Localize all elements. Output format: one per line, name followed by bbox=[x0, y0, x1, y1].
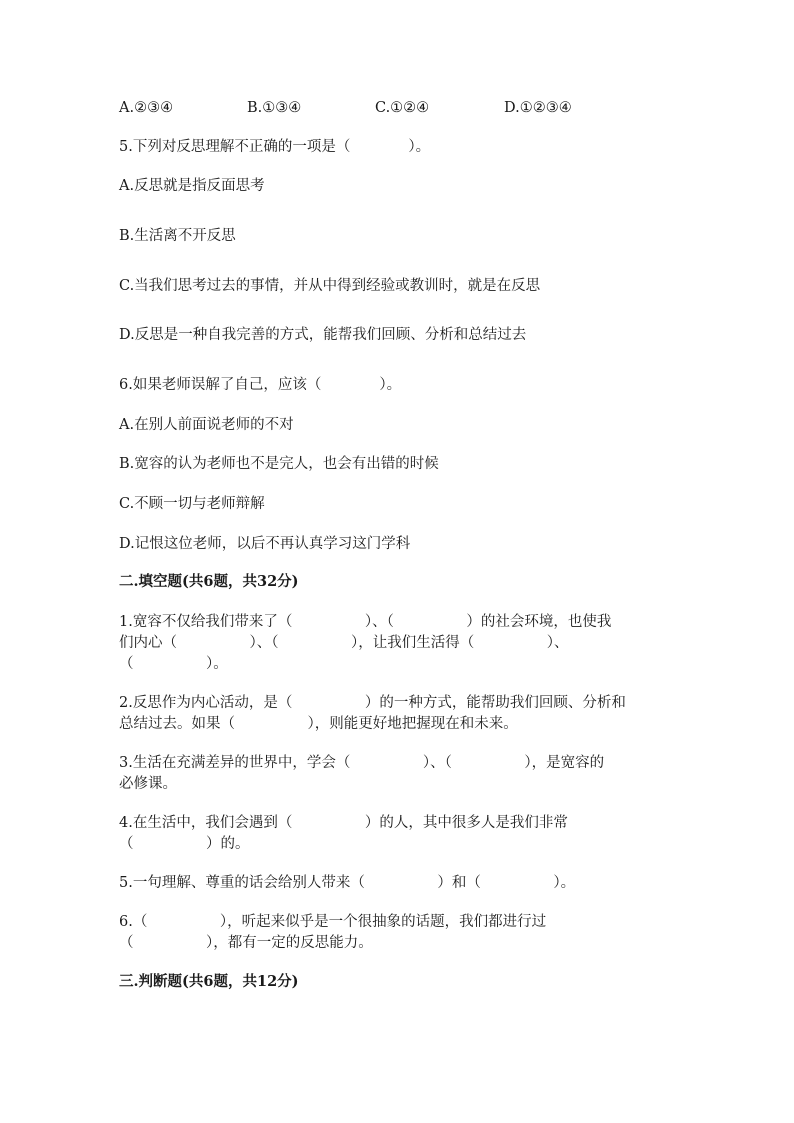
fill-q6-line2: （ ），都有一定的反思能力。 bbox=[119, 935, 373, 951]
q6-option-a: A.在别人前面说老师的不对 bbox=[119, 417, 294, 433]
fill-q1-line1: 1.宽容不仅给我们带来了（ ）、（ ）的社会环境，也使我 bbox=[119, 614, 612, 630]
q6-option-d: D.记恨这位老师，以后不再认真学习这门学科 bbox=[119, 536, 411, 552]
fill-q5-line1: 5.一句理解、尊重的话会给别人带来（ ）和（ ）。 bbox=[119, 875, 576, 891]
section2-title: 二.填空题(共6题，共32分) bbox=[119, 573, 299, 590]
fill-q1-line2: 们内心（ ）、（ ），让我们生活得（ ）、 bbox=[119, 635, 569, 651]
q5-option-b: B.生活离不开反思 bbox=[119, 228, 236, 244]
fill-q3-line1: 3.生活在充满差异的世界中，学会（ ）、（ ），是宽容的 bbox=[119, 755, 605, 771]
q6-option-c: C.不顾一切与老师辩解 bbox=[119, 496, 265, 512]
q6-stem: 6.如果老师误解了自己，应该（ ）。 bbox=[119, 377, 402, 393]
section3-title: 三.判断题(共6题，共12分) bbox=[119, 973, 299, 990]
fill-q2-line2: 总结过去。如果（ ），则能更好地把握现在和未来。 bbox=[119, 716, 518, 732]
q4-option-d: D.①②③④ bbox=[504, 100, 572, 116]
q5-option-d: D.反思是一种自我完善的方式，能帮我们回顾、分析和总结过去 bbox=[119, 327, 527, 343]
fill-q3-line2: 必修课。 bbox=[119, 776, 177, 792]
fill-q2-line1: 2.反思作为内心活动，是（ ）的一种方式，能帮助我们回顾、分析和 bbox=[119, 695, 626, 711]
q4-option-c: C.①②④ bbox=[375, 100, 430, 116]
fill-q4-line2: （ ）的。 bbox=[119, 836, 250, 852]
fill-q4-line1: 4.在生活中，我们会遇到（ ）的人，其中很多人是我们非常 bbox=[119, 815, 568, 831]
q4-option-b: B.①③④ bbox=[247, 100, 302, 116]
q5-option-c: C.当我们思考过去的事情，并从中得到经验或教训时，就是在反思 bbox=[119, 278, 541, 294]
q6-option-b: B.宽容的认为老师也不是完人，也会有出错的时候 bbox=[119, 456, 439, 472]
fill-q1-line3: （ ）。 bbox=[119, 656, 228, 672]
q5-option-a: A.反思就是指反面思考 bbox=[119, 178, 265, 194]
q4-option-a: A.②③④ bbox=[119, 100, 174, 116]
fill-q6-line1: 6.（ ），听起来似乎是一个很抽象的话题，我们都进行过 bbox=[119, 914, 547, 930]
q5-stem: 5.下列对反思理解不正确的一项是（ ）。 bbox=[119, 139, 431, 155]
